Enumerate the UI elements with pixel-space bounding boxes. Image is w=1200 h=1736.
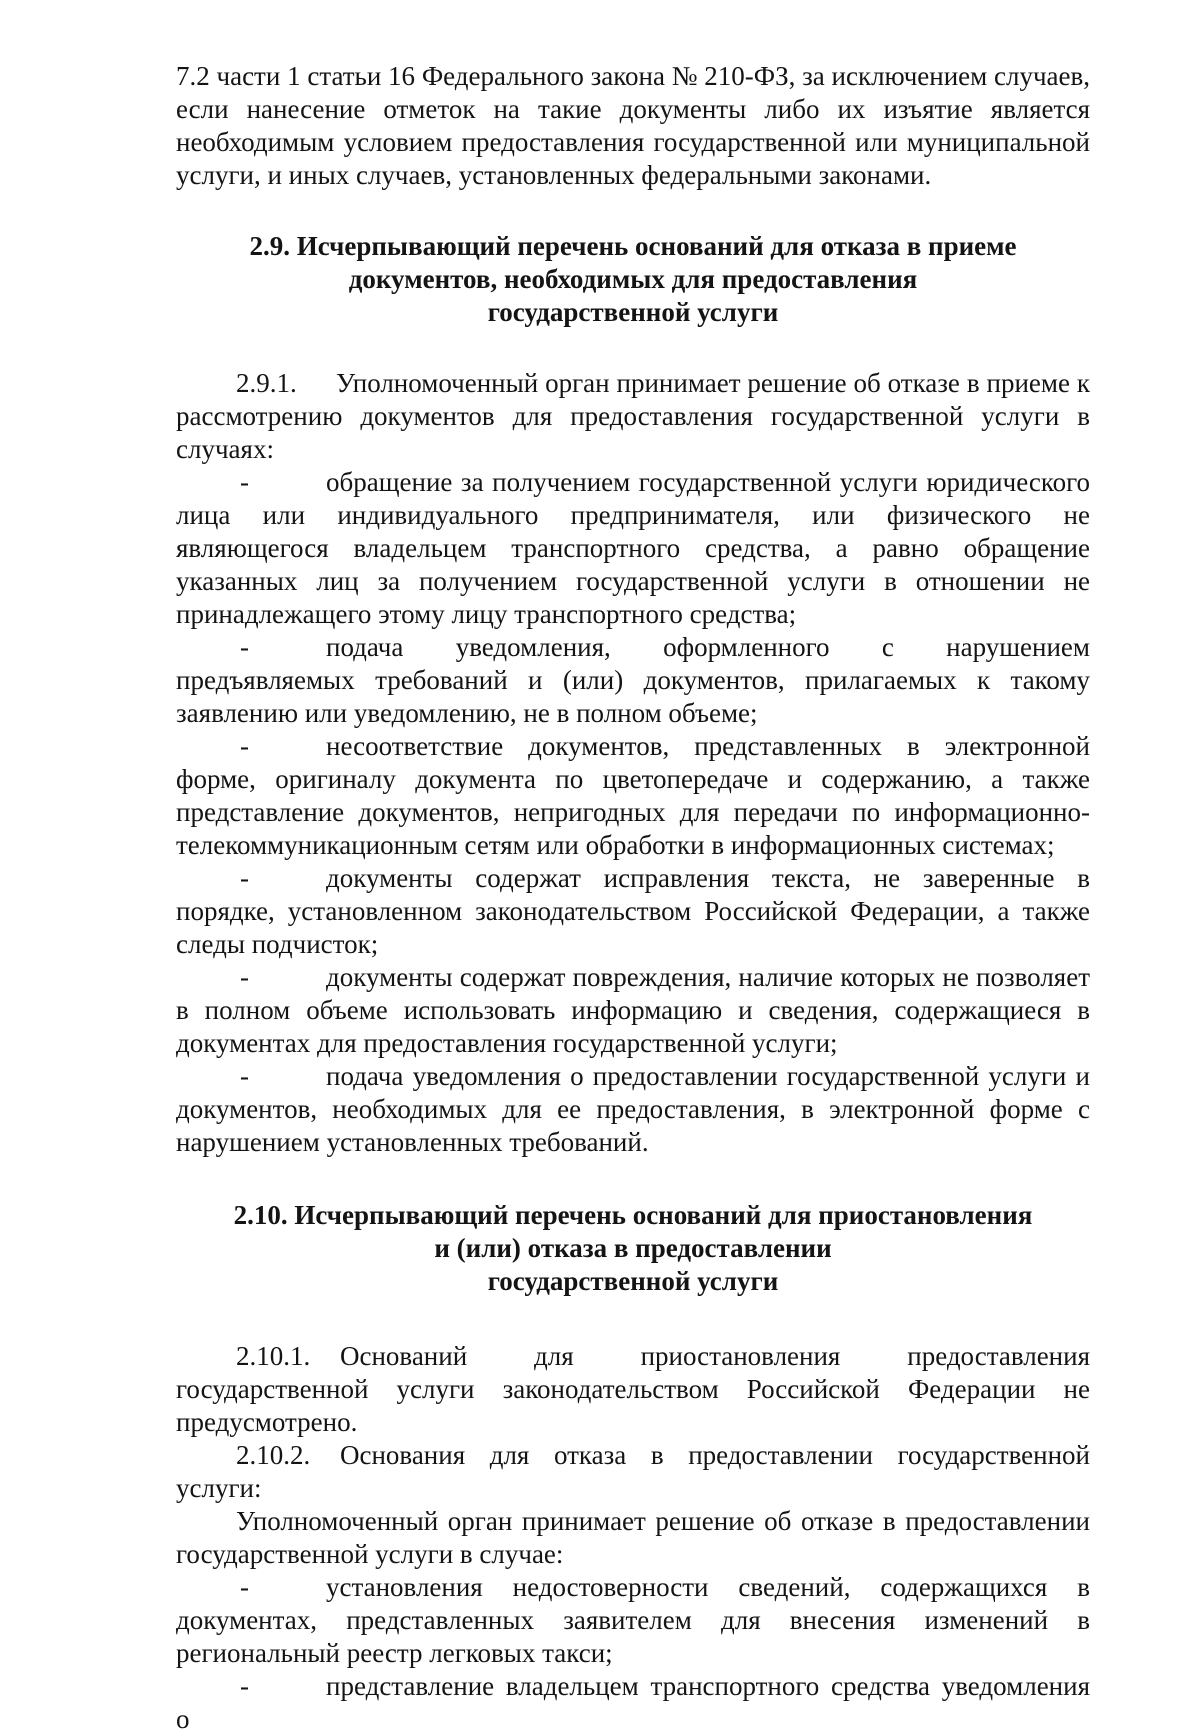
list-item-text: несоответствие документов, представленных в электронной форме, оригиналу документа по цветопередаче и содержанию, а также представление документов, непригодных для передачи по информационно-телекоммуникационным сетям или обработки в информационных системах; xyxy=(176,731,1090,860)
list-item xyxy=(176,961,1090,1060)
bullet-dash: - xyxy=(240,863,249,893)
section-2-9-heading xyxy=(176,230,1090,329)
intro-paragraph: 7.2 части 1 статьи 16 Федерального закона № 210-ФЗ, за исключением случаев, если нанесение отметок на такие документы либо их изъятие является необходимым условием предоставления государственной или муниципальной услуги, и иных случаев, установленных федеральными законами. xyxy=(176,61,1090,190)
list-item xyxy=(176,466,1090,631)
list-item xyxy=(176,1060,1090,1159)
list-item xyxy=(176,862,1090,961)
list-item xyxy=(176,631,1090,730)
bullet-dash: - xyxy=(240,962,249,992)
clause-number: 2.9.1. xyxy=(236,368,297,398)
heading-line: и (или) отказа в предоставлении xyxy=(434,1233,832,1263)
section-2-10-heading xyxy=(176,1199,1090,1298)
clause-text: Оснований для приостановления предоставления государственной услуги законодательством Российской Федерации не предусмотрено. xyxy=(176,1341,1090,1437)
bullet-dash: - xyxy=(240,1061,249,1091)
clause-2-9-1 xyxy=(176,367,1090,466)
list-item xyxy=(176,1571,1090,1670)
list-item-text: установления недостоверности сведений, содержащихся в документах, представленных заявителем для внесения изменений в региональный реестр легковых такси; xyxy=(176,1572,1090,1668)
list-item-text: подача уведомления, оформленного с нарушением предъявляемых требований и (или) документов, прилагаемых к такому заявлению или уведомлению, не в полном объеме; xyxy=(176,632,1090,728)
bullet-dash: - xyxy=(240,632,249,662)
clause-2-10-1 xyxy=(176,1340,1090,1439)
heading-line: государственной услуги xyxy=(487,1266,779,1296)
heading-line: 2.9. Исчерпывающий перечень оснований для отказа в приеме xyxy=(249,231,1017,261)
list-item-text: представление владельцем транспортного средства уведомления о xyxy=(176,1671,1090,1734)
list-item xyxy=(176,1670,1090,1736)
clause-2-10-2 xyxy=(176,1439,1090,1505)
bullet-dash: - xyxy=(240,467,249,497)
heading-line: документов, необходимых для предоставления xyxy=(348,264,918,294)
clause-text: Уполномоченный орган принимает решение об отказе в приеме к рассмотрению документов для предоставления государственной услуги в случаях: xyxy=(176,368,1090,464)
bullet-dash: - xyxy=(240,731,249,761)
bullet-dash: - xyxy=(240,1671,249,1701)
bullet-dash: - xyxy=(240,1572,249,1602)
heading-line: государственной услуги xyxy=(487,297,779,327)
clause-number: 2.10.2. xyxy=(236,1440,311,1470)
clause-text: Основания для отказа в предоставлении государственной услуги: xyxy=(176,1440,1090,1503)
clause-2-10-2-body: Уполномоченный орган принимает решение об отказе в предоставлении государственной услуги в случае: xyxy=(176,1506,1090,1569)
list-item-text: подача уведомления о предоставлении государственной услуги и документов, необходимых для ее предоставления, в электронной форме с нарушением установленных требований. xyxy=(176,1061,1090,1157)
list-item-text: обращение за получением государственной услуги юридического лица или индивидуального предпринимателя, или физического не являющегося владельцем транспортного средства, а равно обращение указанных лиц за получением государственной услуги в отношении не принадлежащего этому лицу транспортного средства; xyxy=(176,467,1090,629)
heading-line: 2.10. Исчерпывающий перечень оснований для приостановления xyxy=(233,1200,1033,1230)
clause-number: 2.10.1. xyxy=(236,1341,311,1371)
list-item-text: документы содержат исправления текста, не заверенные в порядке, установленном законодательством Российской Федерации, а также следы подчисток; xyxy=(176,863,1090,959)
list-item xyxy=(176,730,1090,862)
list-item-text: документы содержат повреждения, наличие которых не позволяет в полном объеме использовать информацию и сведения, содержащиеся в документах для предоставления государственной услуги; xyxy=(176,962,1090,1058)
